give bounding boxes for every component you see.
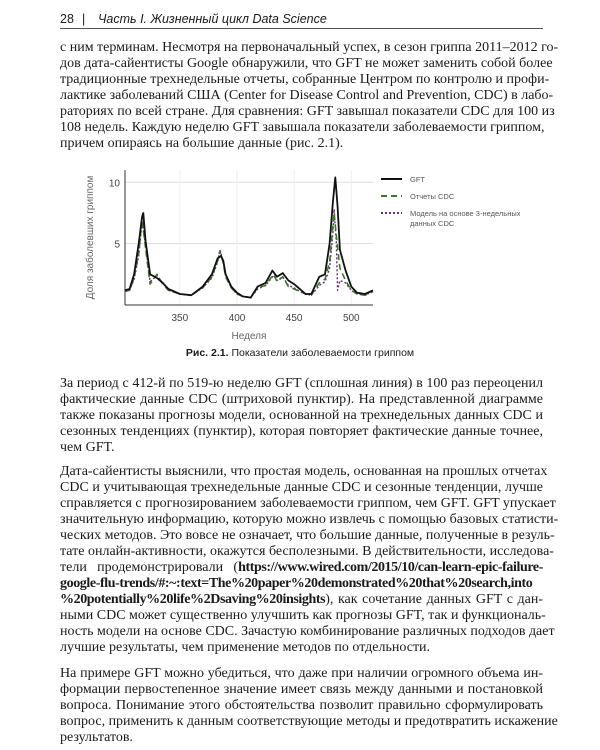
figure-caption	[0, 347, 600, 360]
text-line: тате онлайн-активности, окажутся бесполезными. В действительности, исследова-	[60, 544, 554, 559]
running-header	[60, 10, 543, 29]
flu-chart	[80, 165, 520, 343]
text-line: сезонных тенденциях (пунктир), которая повторяет фактические данные точнее,	[60, 424, 543, 439]
text-line: значительную информацию, которую можно извлечь с помощью базовых статисти-	[60, 512, 559, 527]
text-line: справляется с прогнозированием заболеваемости гриппом, чем GFT. GFT упускает	[60, 496, 556, 511]
url-link[interactable]: %20potentially%20life%2Dsaving%20insights	[60, 592, 326, 607]
text-line: также показаны прогнозы модели, основанной на трехнедельных данных CDC и	[60, 408, 543, 423]
text-line: На примере GFT можно убедиться, что даже при наличии огромного объема ин-	[60, 666, 543, 681]
text-line: лучшие результаты, чем применение методов по отдельности.	[60, 640, 431, 655]
text: ), как сочетание данных GFT с дан-	[325, 592, 543, 607]
legend-label: GFT	[410, 175, 425, 184]
x-tick-label: 500	[342, 313, 360, 324]
legend-label: Модель на основе 3-недельных данных CDC	[410, 209, 520, 228]
x-tick-label: 400	[228, 313, 246, 324]
text-line: результатов.	[60, 730, 134, 745]
text-line: фактические данные CDC (штриховой пунктир). На представленной диаграмме	[60, 392, 543, 407]
paragraph-2	[60, 376, 543, 456]
figure-label: Рис. 2.1.	[185, 347, 229, 359]
text-line: Дата-сайентисты выяснили, что простая модель, основанная на прошлых отчетах	[60, 464, 548, 479]
text-line: с ним терминам. Несмотря на первоначальный успех, в сезон гриппа 2011–2012 го-	[60, 40, 559, 55]
text-line: ческих методов. Это вовсе не означает, что большие данные, полученные в резуль-	[60, 528, 555, 543]
url-link[interactable]: google-flu-trends/#:~:text=The%20paper%20demonstrated%20that%20search,into	[60, 576, 533, 591]
legend-label: Отчеты CDC	[410, 192, 455, 201]
figure-caption-text: Показатели заболеваемости гриппом	[231, 347, 415, 359]
text-line: CDC и учитывающая трехнедельные данные CDC и сезонные тенденции, лучше	[60, 480, 543, 495]
header-separator: |	[82, 12, 86, 26]
text-line	[60, 576, 543, 592]
y-tick-label: 10	[108, 178, 120, 190]
x-tick-label: 350	[171, 313, 189, 324]
text-line: формации первостепенное значение имеет связь между данными и постановкой	[60, 682, 543, 697]
x-tick-label: 450	[285, 313, 303, 324]
text-line: дов дата-сайентисты Google обнаружили, что GFT не может заменить собой более	[60, 56, 553, 71]
text-line: традиционные трехнедельные отчеты, собранные Центром по контролю и профи-	[60, 72, 550, 87]
url-link[interactable]: https://www.wired.com/2015/10/can-learn-epic-failure-	[238, 560, 543, 575]
y-tick-label: 5	[114, 239, 120, 251]
series-line-dashed	[125, 213, 373, 298]
text-line: вопроса. Понимание этого обстоятельства позволит правильно сформулировать	[60, 698, 543, 713]
series-line-dotted	[125, 209, 373, 297]
text-line: 108 недель. Каждую неделю GFT завышала показатели заболеваемости гриппом,	[60, 120, 545, 135]
paragraph-3	[60, 464, 559, 656]
text-line: ность модели на основе CDC. Зачастую комбинирование различных подходов дает	[60, 624, 555, 639]
text-line: вопрос, применить к данным соответствующие методы и предотвратить искажение	[60, 714, 558, 729]
text-line: чем GFT.	[60, 440, 115, 455]
paragraph-4	[60, 666, 558, 746]
text-line: ными CDC может существенно улучшить как прогнозы GFT, так и функциональ-	[60, 608, 546, 623]
text-line: раториях по всей стране. Для сравнения: GFT завышал показатели CDC для 100 из	[60, 104, 555, 119]
running-title: Часть I. Жизненный цикл Data Science	[98, 12, 327, 26]
paragraph-1	[60, 40, 559, 152]
y-axis-label: Доля заболевших гриппом	[85, 175, 96, 300]
x-axis-label: Неделя	[231, 331, 267, 342]
text-line: причем опираясь на большие данные (рис. 2.1).	[60, 136, 344, 151]
text-line: За период с 412-й по 519-ю неделю GFT (сплошная линия) в 100 раз переоценил	[60, 376, 543, 391]
text-line	[60, 592, 543, 608]
page-number: 28	[60, 12, 74, 26]
text-line: лактике заболеваний США (Center for Disease Control and Prevention, CDC) в лабо-	[60, 88, 554, 103]
text: тели продемонстрировали (	[60, 560, 239, 575]
text-line	[60, 560, 543, 576]
